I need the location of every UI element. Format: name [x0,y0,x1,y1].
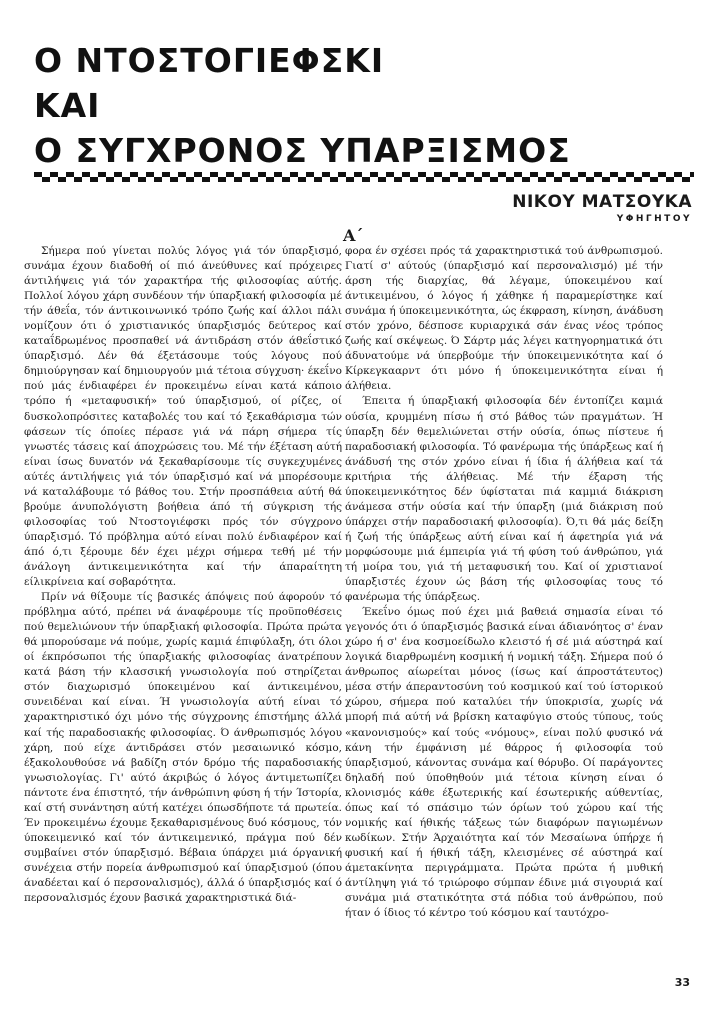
author-role: ΥΦΗΓΗΤΟΥ [616,214,692,224]
left-paragraph-2: Πρίν νά θίξουμε τίς βασικές άπόψεις πού άφορούν τό πρόβλημα αύτό, πρέπει νά άναφέρουμε τίς προϋποθέσεις πού θεμελιώνουν τήν ύπαρξιακή φιλοσοφία. Πρώτα πρώτα θά μπορούσαμε νά πούμε, χωρίς καμιά έπιφύλαξη, ότι όλοι οί έκπρόσωποι τής ύπαρξιακής φιλοσοφίας άνατρέπουν κατά βάση τήν κλασσική γνωσιολογία πού στηρίζεται στόν διαχωρισμό ύποκειμένου καί άντικειμένου, συνειδέναι καί είναι. Ή γνωσιολογία αύτή είναι τό χαρακτηριστικό όχι μόνο τής σύγχρονης έπιστήμης άλλά καί τής παραδοσιακής φιλοσοφίας. Ό άνθρωπισμός λόγου χάρη, πού είχε άντιδράσει στόν μεσαιωνικό κόσμο, έξακολουθούσε νά βαδίζη στόν δρόμο τής παραδοσιακής γνωσιολογίας. Γι' αύτό άκριβώς ό λόγος άντιμετωπίζει πάντοτε ένα έπιστητό, τήν άνθρώπινη φύση ή τήν Ίστορία, καί στή συνάντηση αύτή κατέχει όπωσδήποτε τά πρωτεία. Έν προκειμένω έχουμε ξεκαθαρισμένους δυό κόσμους, τόν ύποκειμενικό καί τόν άντικειμενικό, πράγμα πού δέν συμβαίνει στόν ύπαρξισμό. Βέβαια ύπάρχει μιά όργανική συνέχεια στήν πορεία άνθρωπισμού καί ύπαρξισμού (όπου άναδέεται καί ό περσοναλισμός), άλλά ό ύπαρξισμός καί ό περσοναλισμός έχουν βασικά χαρακτηριστικά διά- [24,591,342,905]
right-paragraph-1: φορα έν σχέσει πρός τά χαρακτηριστικά τού άνθρωπισμού. Γιατί σ' αύτούς (ύπαρξισμό καί περσοναλισμό) μέ τήν άρση τής διαρχίας, θά λέγαμε, ύποκειμένου καί άντικειμένου, ό λόγος ή χάθηκε ή παραμερίστηκε καί συνάμα ή ύποκειμενικότητα, ώς έκφραση, κίνηση, άνάδυση στόν χρόνο, δέσποσε κυριαρχικά σάν ένας νέος τρόπος ζωής καί σκέψεως. Ό Σάρτρ μάς λέγει κατηγορηματικά ότι άδυνατούμε νά ύπερβούμε τήν ύποκειμενικότητα καί ό Κίρκεγκααρντ ότι μόνο ή ύποκειμενικότητα είναι ή άλήθεια. [345,245,663,393]
title-line-2: ΚΑΙ [34,86,101,125]
author-name: ΝΙΚΟΥ ΜΑΤΣΟΥΚΑ [512,192,692,212]
article-title [34,38,694,173]
title-line-1: Ο ΝΤΟΣΤΟΓΙΕΦΣΚΙ [34,41,385,80]
page-number: 33 [674,976,690,989]
right-column [345,244,663,921]
part-label: Α΄ [343,226,364,245]
author-block [512,192,692,224]
title-line-3: Ο ΣΥΓΧΡΟΝΟΣ ΥΠΑΡΞΙΣΜΟΣ [34,131,571,170]
left-paragraph-1: Σήμερα πού γίνεται πολύς λόγος γιά τόν ύπαρξισμό, συνάμα έχουν διαδοθή οί πιό άνεύθυνες καί πρόχειρες άντιλήψεις γιά τόν χαρακτήρα τής φιλοσοφίας αύτής. Πολλοί λόγου χάρη συνδέουν τήν ύπαρξιακή φιλοσοφία μέ τήν άθεΐα, τόν άντικοινωνικό τρόπο ζωής καί άλλοι πάλι νομίζουν ότι ό χριστιανικός ύπαρξισμός δεύτερος καί καταΐδρωμένος προσπαθεί νά άντιδράση στόν άθεΐστικό ύπαρξισμό. Δέν θά έξετάσουμε τούς λόγους πού δημιούργησαν καί δημιουργούν μιά τέτοια σύγχυση· έκεΐνο πού μάς ένδιαφέρει έν προκειμένω είναι κατά κάποιο τρόπο ή «μεταφυσική» τού ύπαρξισμού, οί ρίζες, οί δυσκολοπρόσιτες καταβολές του καί τό ξεκαθάρισμα τών φάσεων τίς όποίες πέρασε γιά νά πάρη σήμερα τίς γνωστές τάσεις καί άποχρώσεις του. Μέ τήν έξέταση αύτή είναι ίσως δυνατόν νά ξεκαθαρίσουμε τίς συγκεχυμένες αύτές άντιλήψεις γιά τόν ύπαρξισμό καί νά μπορέσουμε νά καταλάβουμε τό βάθος του. Στήν προσπάθεια αύτή θά βρούμε άνυπολόγιστη βοήθεια άπό τή σύγκριση τής φιλοσοφίας τού Ντοστογιέφσκι πρός τόν σύγχρονο ύπαρξισμό. Τό πρόβλημα αύτό είναι πολύ ένδιαφέρον καί άπό ό,τι ξέρουμε δέν έχει μέχρι σήμερα τεθή μέ τήν άνάλογη άντικειμενικότητα καί τήν άπαραίτητη είλικρίνεια καί σοβαρότητα. [24,245,342,589]
left-column [24,244,342,906]
right-paragraph-2: Έπειτα ή ύπαρξιακή φιλοσοφία δέν έντοπίζει καμιά ούσία, κρυμμένη πίσω ή στό βάθος τών πραγμάτων. Ή ύπαρξη δέν θεμελιώνεται στήν ούσία, όπως πίστευε ή παραδοσιακή φιλοσοφία. Τό φανέρωμα τής ύπάρξεως καί ή άνάδυσή της στόν χρόνο είναι ή ίδια ή άλήθεια καί τά κριτήρια τής άλήθειας. Μέ τήν έξαρση τής ύποκειμενικότητος δέν ύφίσταται πιά καμμιά διάκριση άνάμεσα στήν ούσία καί τήν ύπαρξη (μιά διάκριση πού ύπάρχει στήν παραδοσιακή φιλοσοφία). Ό,τι θά μάς δείξη ή ζωή τής ύπάρξεως αύτή είναι καί ή άφετηρία γιά νά μορφώσουμε μιά έμπειρία γιά τή φύση τού άνθρώπου, γιά τή μοίρα του, γιά τή μεταφυσική του. Καί οί χριστιανοί ύπαρξιστές έχουν ώς βάση τής φιλοσοφίας τους τό φανέρωμα τής ύπάρξεως. [345,395,663,604]
zigzag-divider [34,170,694,184]
right-paragraph-3: Έκεΐνο όμως πού έχει μιά βαθειά σημασία είναι τό γεγονός ότι ό ύπαρξισμός βασικά είναι άδιανόητος σ' έναν χώρο ή σ' ένα κοσμοείδωλο κλειστό ή σέ μιά αύστηρά καί λογικά διαρθρωμένη κοσμική ή νομική τάξη. Σήμερα πού ό άνθρωπος αίωρείται μόνος (ίσως καί άπροστάτευτος) μέσα στήν άπεραντοσύνη τού κοσμικού καί τού ίστορικού χώρου, σήμερα πού καταλύει τήν ύποκρισία, χωρίς νά μπορή πιά αύτή νά βρίσκη καταφύγιο στούς τύπους, τούς «κανονισμούς» καί τούς «νόμους», είναι πολύ φυσικό νά κάνη τήν έμφάνιση μέ θάρρος ή φιλοσοφία τού ύπαρξισμού, κάνοντας συνάμα καί θόρυβο. Οί παράγοντες δηλαδή πού ύποθηθούν μιά τέτοια κίνηση είναι ό κλονισμός κάθε έξωτερικής καί έσωτερικής αύθεντίας, όπως καί τό σπάσιμο τών όρίων τού χώρου καί τής νομικής καί ήθικής τάξεως τών διαφόρων παγιωμένων κωδίκων. Στήν Άρχαιότητα καί τόν Μεσαίωνα ύπήρχε ή φυσική καί ή ήθική τάξη, κλεισμένες σέ αύστηρά καί άμετακίνητα περιγράμματα. Πρώτα πρώτα ή μυθική άντίληψη γιά τό τριώροφο σύμπαν έδινε μιά σιγουριά καί συνάμα μιά στατικότητα στά πόδια τού άνθρώπου, πού ήταν ό ίδιος τό κέντρο τού κόσμου καί ταυτόχρο- [345,606,663,920]
